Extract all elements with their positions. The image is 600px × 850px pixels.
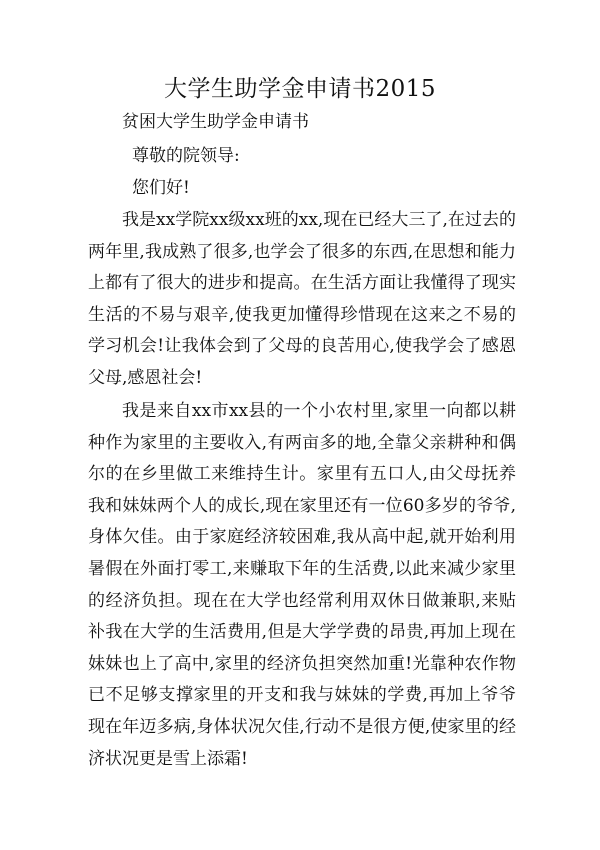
salutation: 尊敬的院领导: xyxy=(132,146,240,166)
document-title: 大学生助学金申请书2015 xyxy=(163,76,437,102)
body-paragraph-1: 我是xx学院xx级xx班的xx,现在已经大三了,在过去的两年里,我成熟了很多,也学会了很多的东西,在思想和能力上都有了很大的进步和提高。在生活方面让我懂得了现实生活的不易与艰辛,使我更加懂得珍惜现在这来之不易的学习机会!让我体会到了父母的良苦用心,使我学会了感恩父母,感恩社会! xyxy=(88,210,516,388)
greeting: 您们好! xyxy=(132,178,190,198)
body-paragraph-2: 我是来自xx市xx县的一个小农村里,家里一向都以耕种作为家里的主要收入,有两亩多的地,全靠父亲耕种和偶尔的在乡里做工来维持生计。家里有五口人,由父母抚养我和妹妹两个人的成长,现在家里还有一位60多岁的爷爷,身体欠佳。由于家庭经济较困难,我从高中起,就开始利用暑假在外面打零工,来赚取下年的生活费,以此来减少家里的经济负担。现在在大学也经常利用双休日做兼职,来贴补我在大学的生活费用,但是大学学费的昂贵,再加上现在妹妹也上了高中,家里的经济负担突然加重!光靠种农作物已不足够支撑家里的开支和我与妹妹的学费,再加上爷爷现在年迈多病,身体状况欠佳,行动不是很方便,使家里的经济状况更是雪上添霜! xyxy=(88,401,516,769)
document-subtitle: 贫困大学生助学金申请书 xyxy=(122,112,309,132)
